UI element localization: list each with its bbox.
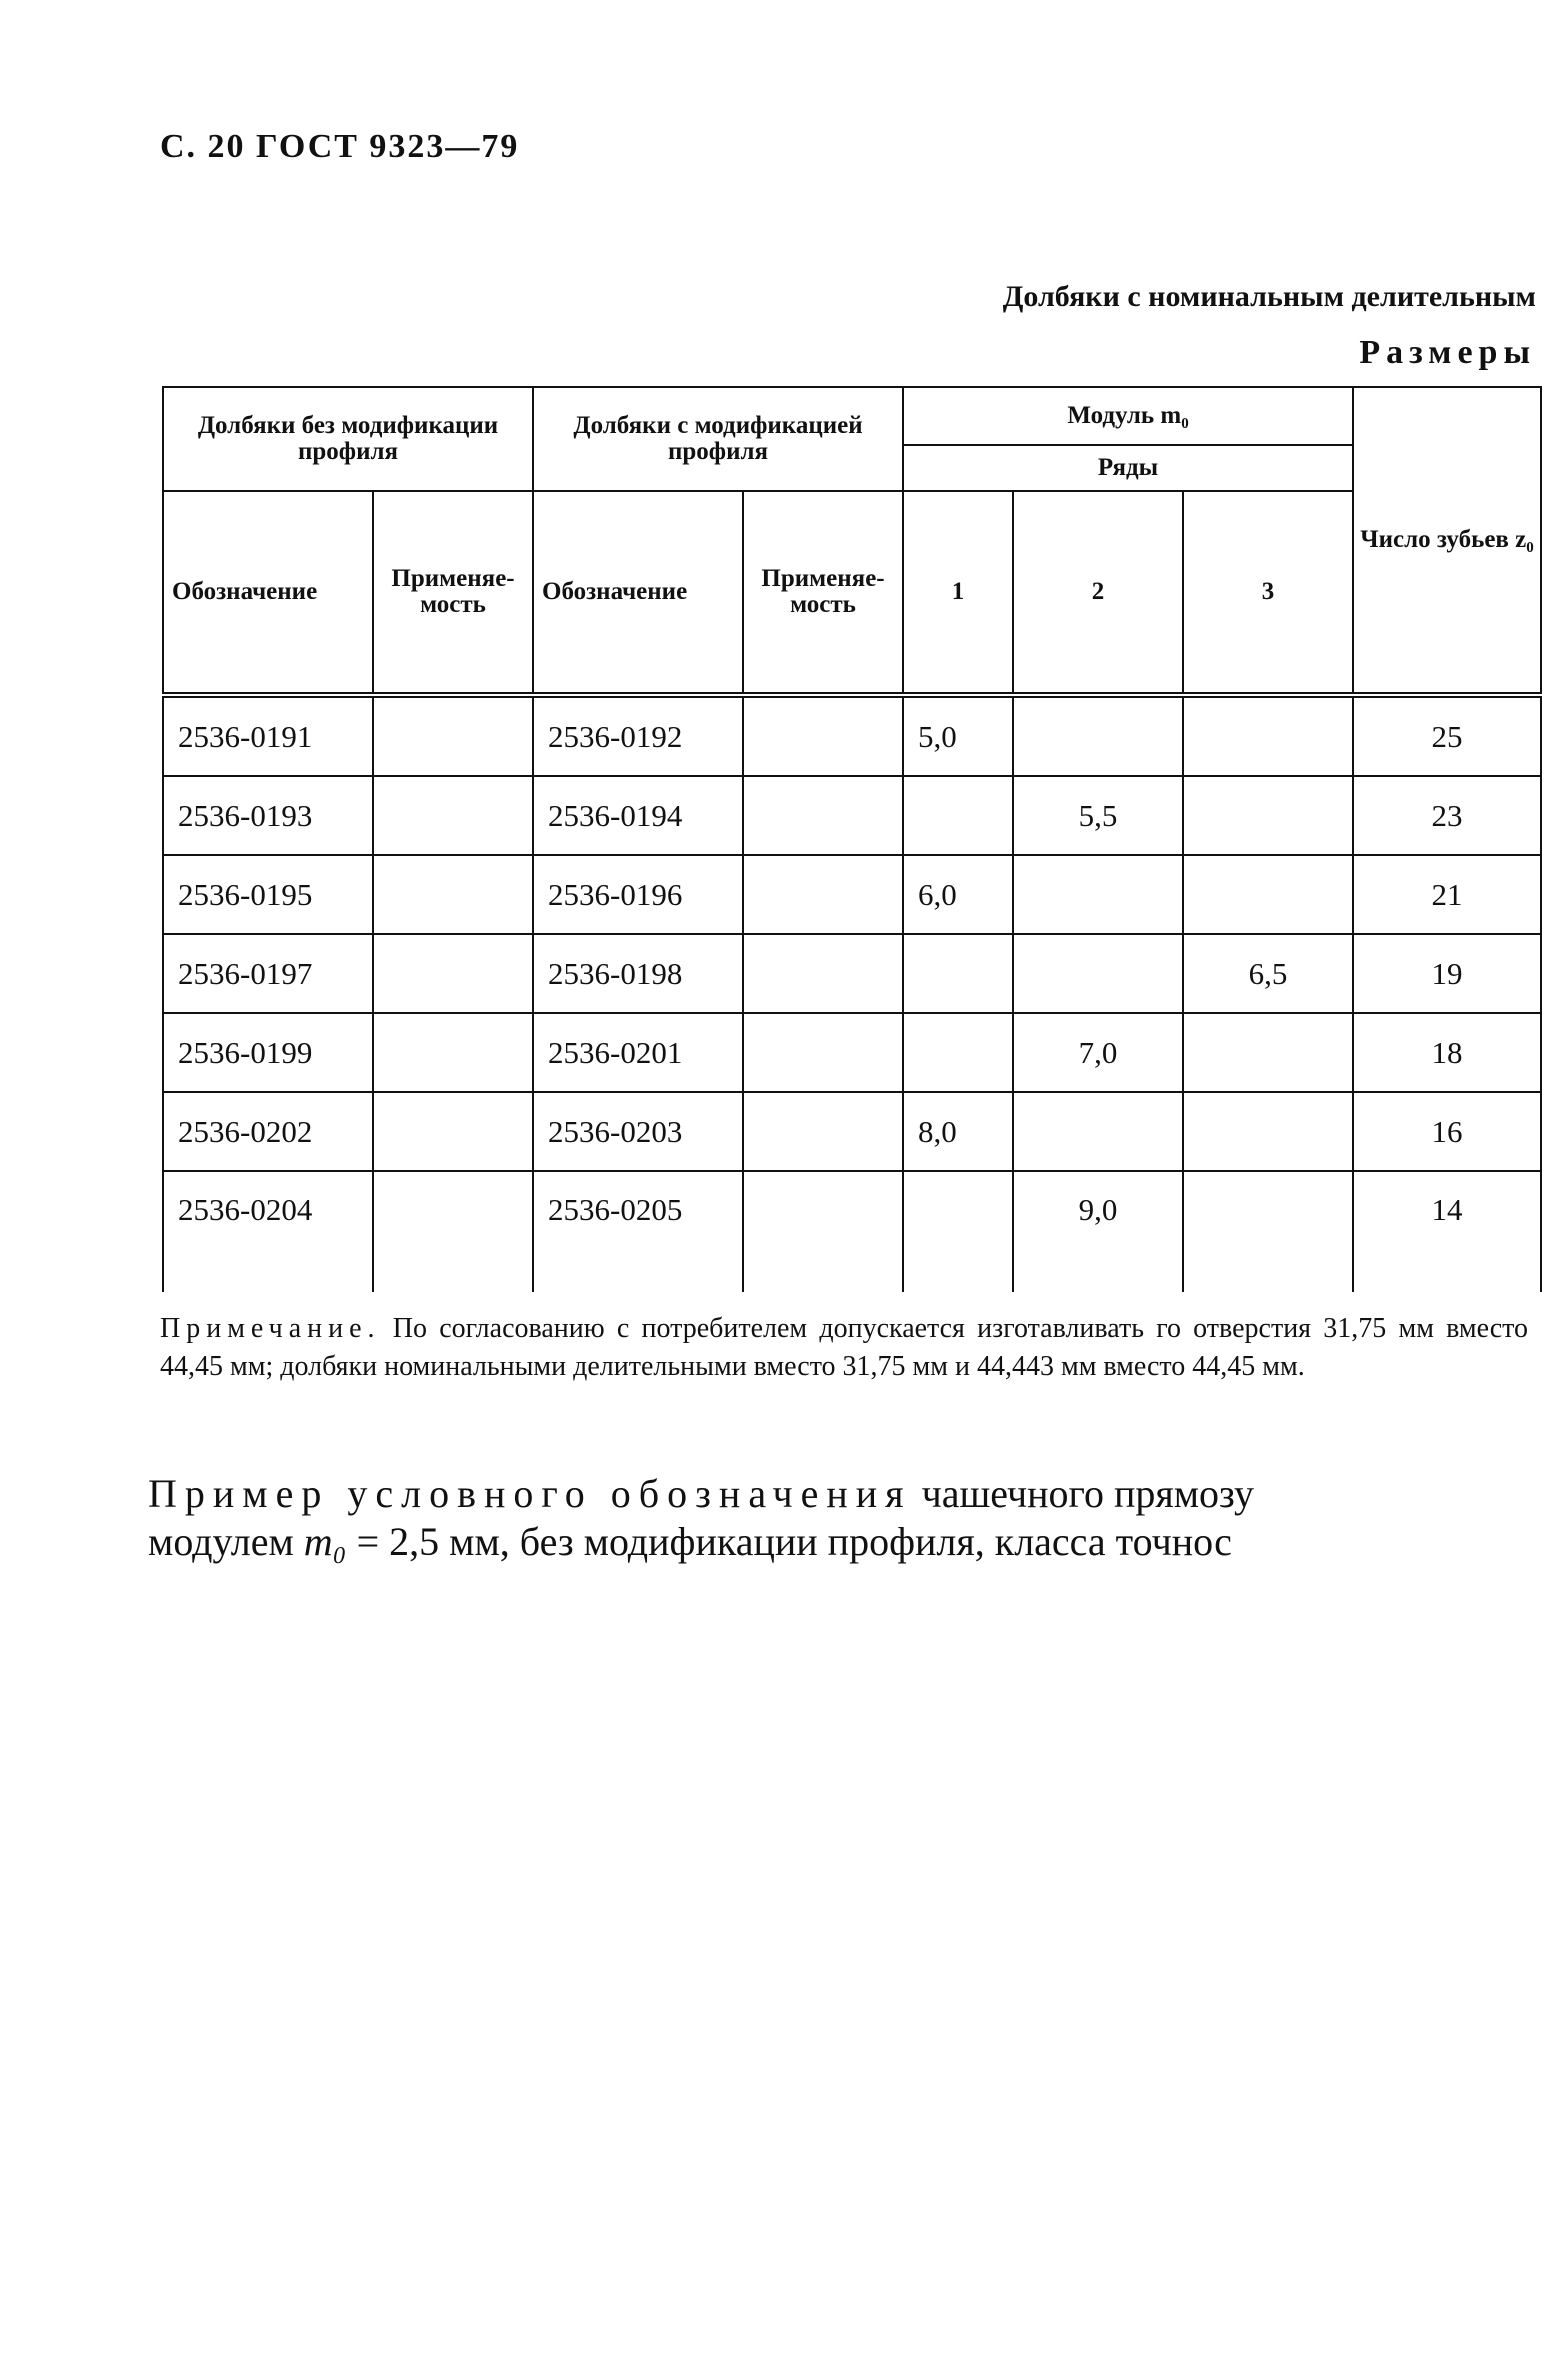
applicability-mod — [743, 1171, 903, 1292]
table-row — [163, 1013, 1541, 1092]
table-row — [163, 695, 1541, 776]
example-line-2 — [148, 1518, 1528, 1566]
applicability-no-mod — [373, 776, 533, 855]
code-no-mod: 2536-0204 — [163, 1171, 373, 1292]
header-teeth: Число зубьев z₀ — [1353, 387, 1541, 695]
teeth-count: 23 — [1353, 776, 1541, 855]
table-row — [163, 1092, 1541, 1171]
teeth-count: 16 — [1353, 1092, 1541, 1171]
example-module-symbol: m₀ — [303, 1519, 347, 1564]
code-mod: 2536-0205 — [533, 1171, 743, 1292]
module-row-2 — [1013, 1092, 1183, 1171]
module-row-1: 6,0 — [903, 855, 1013, 934]
teeth-count: 18 — [1353, 1013, 1541, 1092]
module-row-1 — [903, 934, 1013, 1013]
table-title: Долбяки с номинальным делительным — [1002, 280, 1536, 313]
spec-table — [162, 386, 1542, 1292]
code-no-mod: 2536-0199 — [163, 1013, 373, 1092]
header-applicability-b: Применяе-мость — [743, 491, 903, 695]
applicability-mod — [743, 1013, 903, 1092]
applicability-mod — [743, 934, 903, 1013]
applicability-mod — [743, 776, 903, 855]
code-mod: 2536-0194 — [533, 776, 743, 855]
module-row-1 — [903, 1171, 1013, 1292]
module-row-2 — [1013, 695, 1183, 776]
module-row-2: 9,0 — [1013, 1171, 1183, 1292]
header-row-3: 3 — [1183, 491, 1353, 695]
header-group-mod: Долбяки с модификацией профиля — [533, 387, 903, 491]
module-row-1: 5,0 — [903, 695, 1013, 776]
example-line-1-rest: чашечного прямозу — [911, 1471, 1255, 1516]
table-row — [163, 776, 1541, 855]
example-line-2-post: = 2,5 мм, без модификации профиля, класса точнос — [346, 1519, 1232, 1564]
teeth-count: 14 — [1353, 1171, 1541, 1292]
example-label: Пример условного обозначения — [148, 1471, 912, 1516]
code-mod: 2536-0201 — [533, 1013, 743, 1092]
applicability-mod — [743, 1092, 903, 1171]
header-row-1: 1 — [903, 491, 1013, 695]
designation-example — [148, 1470, 1528, 1566]
header-module: Модуль m₀ — [903, 387, 1353, 445]
code-no-mod: 2536-0191 — [163, 695, 373, 776]
applicability-no-mod — [373, 1171, 533, 1292]
table-row — [163, 855, 1541, 934]
module-row-2 — [1013, 855, 1183, 934]
header-designation-a: Обозначение — [163, 491, 373, 695]
module-row-3: 6,5 — [1183, 934, 1353, 1013]
teeth-count: 19 — [1353, 934, 1541, 1013]
teeth-count: 25 — [1353, 695, 1541, 776]
teeth-count: 21 — [1353, 855, 1541, 934]
code-mod: 2536-0198 — [533, 934, 743, 1013]
applicability-mod — [743, 695, 903, 776]
code-no-mod: 2536-0195 — [163, 855, 373, 934]
header-applicability-a: Применяе-мость — [373, 491, 533, 695]
module-row-3 — [1183, 695, 1353, 776]
module-row-3 — [1183, 1013, 1353, 1092]
code-no-mod: 2536-0197 — [163, 934, 373, 1013]
example-line-1 — [148, 1470, 1528, 1518]
applicability-no-mod — [373, 934, 533, 1013]
header-group-no-mod: Долбяки без модификации профиля — [163, 387, 533, 491]
note-text: По согласованию с потребителем допускается изготавливать го отверстия 31,75 мм вместо 44,45 мм; долбяки номинальными делительными вместо 31,75 мм и 44,443 мм вместо 44,45 мм. — [160, 1313, 1528, 1382]
header-rows: Ряды — [903, 445, 1353, 491]
applicability-no-mod — [373, 695, 533, 776]
example-line-2-pre: модулем — [148, 1519, 304, 1564]
module-row-2: 7,0 — [1013, 1013, 1183, 1092]
code-no-mod: 2536-0193 — [163, 776, 373, 855]
code-no-mod: 2536-0202 — [163, 1092, 373, 1171]
note-label: Примечание. — [160, 1313, 381, 1344]
module-row-3 — [1183, 776, 1353, 855]
table-subtitle: Размеры — [1359, 334, 1536, 371]
table-row — [163, 934, 1541, 1013]
applicability-no-mod — [373, 1013, 533, 1092]
module-row-2 — [1013, 934, 1183, 1013]
code-mod: 2536-0196 — [533, 855, 743, 934]
applicability-mod — [743, 855, 903, 934]
header-row-2: 2 — [1013, 491, 1183, 695]
code-mod: 2536-0203 — [533, 1092, 743, 1171]
module-row-1: 8,0 — [903, 1092, 1013, 1171]
applicability-no-mod — [373, 855, 533, 934]
code-mod: 2536-0192 — [533, 695, 743, 776]
table-row — [163, 1171, 1541, 1292]
module-row-1 — [903, 776, 1013, 855]
module-row-2: 5,5 — [1013, 776, 1183, 855]
header-designation-b: Обозначение — [533, 491, 743, 695]
module-row-3 — [1183, 1092, 1353, 1171]
page-header: С. 20 ГОСТ 9323—79 — [160, 128, 520, 165]
module-row-3 — [1183, 1171, 1353, 1292]
table-note — [160, 1310, 1528, 1386]
module-row-3 — [1183, 855, 1353, 934]
module-row-1 — [903, 1013, 1013, 1092]
applicability-no-mod — [373, 1092, 533, 1171]
